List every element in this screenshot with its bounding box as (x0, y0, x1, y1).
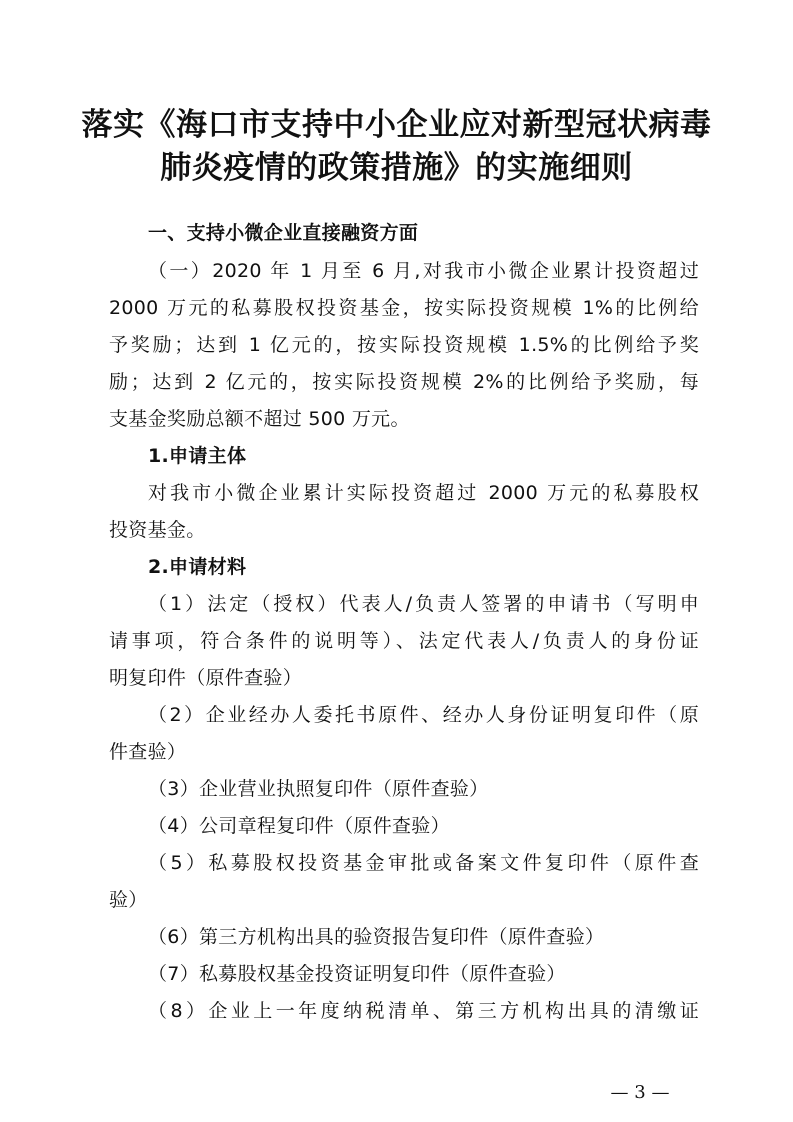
list-item-line: 明复印件（原件查验） (109, 667, 303, 689)
paragraph-line: 对我市小微企业累计实际投资超过 2000 万元的私募股权 (148, 482, 699, 504)
list-item-line: （4）公司章程复印件（原件查验） (148, 815, 450, 837)
list-item-line: （7）私募股权基金投资证明复印件（原件查验） (148, 963, 566, 985)
list-item-line: （5）私募股权投资基金审批或备案文件复印件（原件查 (148, 852, 699, 874)
list-item-line: （8）企业上一年度纳税清单、第三方机构出具的清缴证 (148, 1000, 699, 1022)
paragraph-line: 支基金奖励总额不超过 500 万元。 (109, 408, 410, 430)
list-item-line: （1）法定（授权）代表人/负责人签署的申请书（写明申 (148, 593, 699, 615)
subsection-heading: 2.申请材料 (148, 556, 247, 578)
page-number: — 3 — (610, 1082, 670, 1103)
document-title-line-2: 肺炎疫情的政策措施》的实施细则 (160, 150, 633, 186)
subsection-heading: 1.申请主体 (148, 445, 247, 467)
section-heading: 一、支持小微企业直接融资方面 (148, 222, 419, 244)
list-item-line: 请事项，符合条件的说明等）、法定代表人/负责人的身份证 (109, 630, 699, 652)
paragraph-line: 予奖励；达到 1 亿元的，按实际投资规模 1.5%的比例给予奖 (109, 334, 699, 356)
document-title-line-1: 落实《海口市支持中小企业应对新型冠状病毒 (81, 107, 712, 143)
list-item-line: 验） (109, 889, 148, 911)
list-item-line: 件查验） (109, 741, 187, 763)
paragraph-line: 投资基金。 (109, 519, 206, 541)
paragraph-line: 2000 万元的私募股权投资基金，按实际投资规模 1%的比例给 (109, 297, 699, 319)
list-item-line: （2）企业经办人委托书原件、经办人身份证明复印件（原 (148, 704, 699, 726)
paragraph-line: （一）2020 年 1 月至 6 月,对我市小微企业累计投资超过 (148, 260, 699, 282)
paragraph-line: 励；达到 2 亿元的，按实际投资规模 2%的比例给予奖励，每 (109, 371, 699, 393)
list-item-line: （3）企业营业执照复印件（原件查验） (148, 778, 489, 800)
list-item-line: （6）第三方机构出具的验资报告复印件（原件查验） (148, 926, 605, 948)
